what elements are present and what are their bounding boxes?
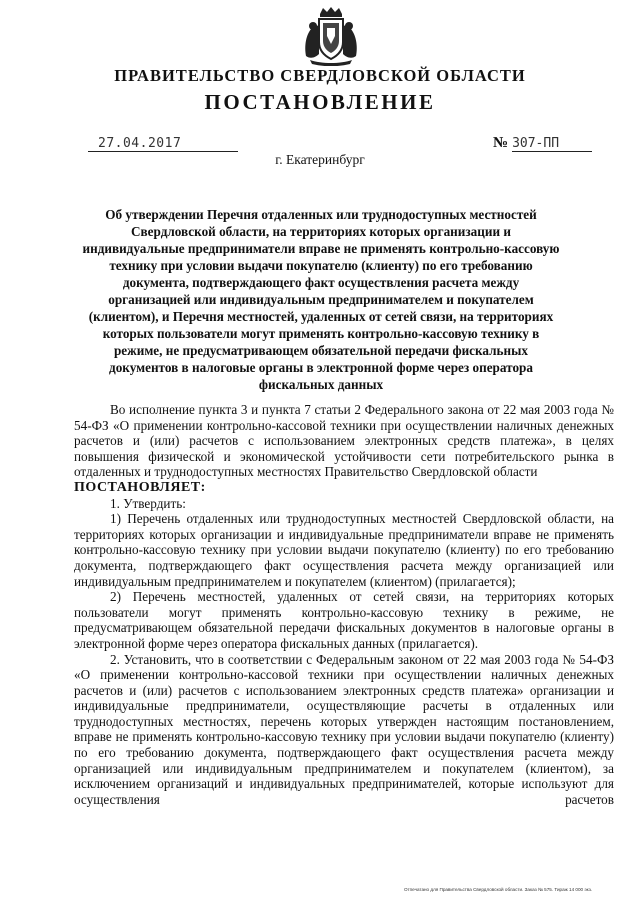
decree-number: 307-ПП bbox=[512, 136, 592, 152]
coat-of-arms-emblem bbox=[302, 6, 360, 66]
decree-date: 27.04.2017 bbox=[88, 136, 238, 152]
document-type: ПОСТАНОВЛЕНИЕ bbox=[204, 90, 436, 114]
document-body bbox=[74, 402, 614, 807]
paragraph-1: 1. Утвердить: bbox=[110, 495, 186, 511]
paragraph-1-1: 1) Перечень отдаленных или труднодоступных местностей Свердловской области, на территориях которых организации и индивидуальные предприниматели вправе не применять контрольно-кассовую технику при условии выдачи покупателю (клиенту) по его требованию документа, подтверждающего факт осуществления расчета между организацией или индивидуальным предпринимателем и покупателем (клиентом) (прилагается); bbox=[74, 511, 614, 589]
government-name: ПРАВИТЕЛЬСТВО СВЕРДЛОВСКОЙ ОБЛАСТИ bbox=[114, 66, 526, 85]
intro-paragraph: Во исполнение пункта 3 и пункта 7 статьи 2 Федерального закона от 22 мая 2003 года № 54-ФЗ «О применении контрольно-кассовой техники при осуществлении наличных денежных расчетов и (или) расчетов с использованием электронных средств платежа», в целях повышения физической и экономической устойчивости сети потребительского рынка в отдаленных и труднодоступных местностях Правительство Свердловской области bbox=[74, 402, 614, 480]
paragraph-2: 2. Установить, что в соответствии с Федеральным законом от 22 мая 2003 года № 54-ФЗ «О применении контрольно-кассовой техники при осуществлении наличных денежных расчетов и (или) расчетов с использованием электронных средств платежа» организации и индивидуальные предприниматели, осуществляющие расчеты в отдаленных или труднодоступных местностях, перечень которых утвержден настоящим постановлением, вправе не применять контрольно-кассовую технику при условии выдачи покупателю (клиенту) по его требованию документа, подтверждающего факт осуществления расчета между организацией или индивидуальным предпринимателем и покупателем (клиентом), за исключением организаций и индивидуальных предпринимателей, которые используют для осуществления расчетов bbox=[74, 651, 614, 807]
city: г. Екатеринбург bbox=[275, 152, 365, 167]
decree-number-block bbox=[493, 134, 605, 152]
resolves-heading: ПОСТАНОВЛЯЕТ: bbox=[74, 479, 206, 495]
number-sign: № bbox=[493, 135, 509, 151]
paragraph-1-2: 2) Перечень местностей, удаленных от сетей связи, на территориях которых пользователи могут применять контрольно-кассовую технику в режиме, не предусматривающем обязательной передачи фискальных документов в налоговые органы в электронной форме через оператора фискальных данных (прилагается). bbox=[74, 589, 614, 651]
document-title: Об утверждении Перечня отдаленных или труднодоступных местностей Свердловской области, на территориях которых организации и индивидуальные предприниматели вправе не применять контрольно-кассовую технику при условии выдачи покупателю (клиенту) по его требованию документа, подтверждающего факт осуществления расчета между организацией или индивидуальным предпринимателем и покупателем (клиентом), и Перечня местностей, удаленных от сетей связи, на территориях которых пользователи могут применять контрольно-кассовую технику в режиме, не предусматривающем обязательной передачи фискальных документов в налоговые органы в электронной форме через оператора фискальных данных bbox=[82, 207, 560, 392]
print-footer: Отпечатано для Правительства Свердловской области. Заказ № 575. Тираж 14 000 экз. bbox=[404, 887, 593, 892]
